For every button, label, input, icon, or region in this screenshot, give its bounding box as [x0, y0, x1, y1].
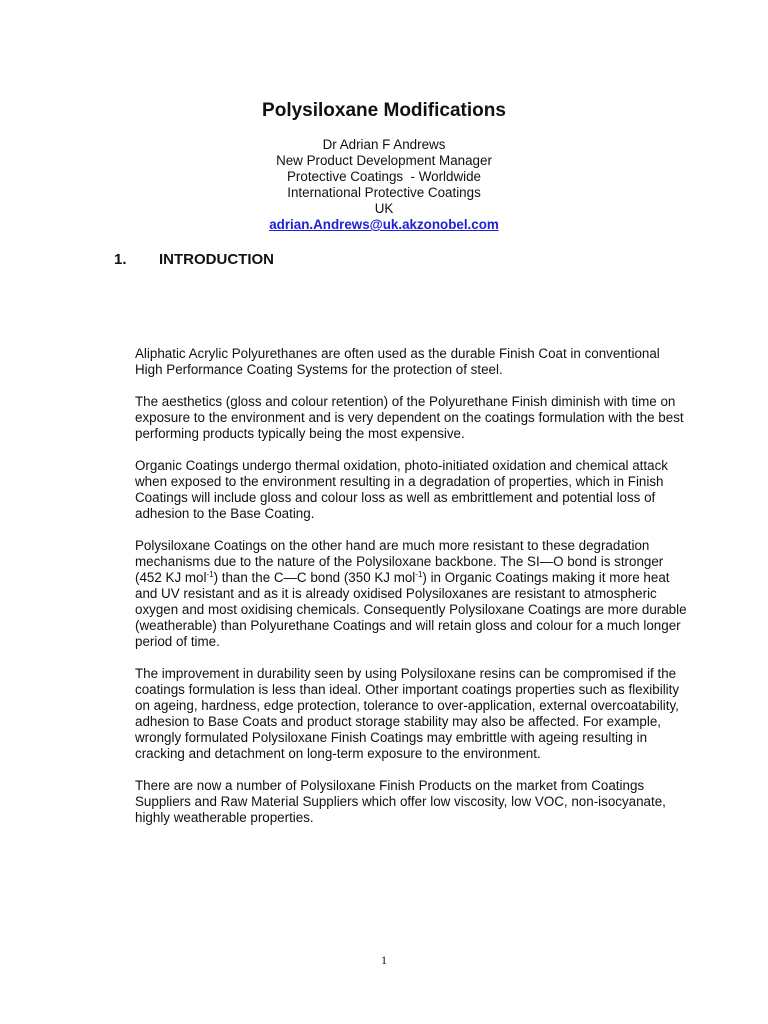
author-block [0, 137, 768, 233]
section-number: 1. [114, 251, 127, 268]
section-heading [114, 250, 274, 270]
author-division: Protective Coatings - Worldwide [287, 169, 481, 184]
author-name: Dr Adrian F Andrews [322, 137, 446, 152]
author-country: UK [374, 201, 394, 216]
body-text [135, 346, 690, 842]
paragraph-4-part-d: ) in Organic Coatings making it more heat and UV resistant and as it is already oxidised Polysiloxanes are resistant to atmospheric oxygen and most oxidising chemicals. Consequently Polysiloxane Coatings are more durable (weatherable) than Polyurethane Coatings and will retain gloss and colour for a much longer period of time. [135, 570, 687, 649]
section-title: INTRODUCTION [159, 251, 274, 268]
paragraph-3: Organic Coatings undergo thermal oxidation, photo-initiated oxidation and chemical attack when exposed to the environment resulting in a degradation of properties, which in Finish Coatings will include gloss and colour loss as well as embrittlement and potential loss of adhesion to the Base Coating. [135, 458, 668, 521]
paragraph-6: There are now a number of Polysiloxane Finish Products on the market from Coatings Suppliers and Raw Material Suppliers which offer low viscosity, low VOC, non-isocyanate, highly weatherable properties. [135, 778, 666, 825]
paragraph-4 [135, 538, 690, 650]
author-company: International Protective Coatings [287, 185, 481, 200]
paragraph-1: Aliphatic Acrylic Polyurethanes are often used as the durable Finish Coat in conventional High Performance Coating Systems for the protection of steel. [135, 346, 660, 377]
paragraph-4-part-b: (452 KJ mol [135, 570, 207, 585]
paragraph-4-part-a: Polysiloxane Coatings on the other hand are much more resistant to these degradation mechanisms due to the nature of the Polysiloxane backbone. The SI—O bond is stronger [135, 538, 664, 569]
superscript-2: -1 [415, 570, 423, 579]
page-number: 1 [381, 953, 387, 967]
paragraph-4-part-c: ) than the C—C bond (350 KJ mol [213, 570, 416, 585]
paragraph-2: The aesthetics (gloss and colour retention) of the Polyurethane Finish diminish with time on exposure to the environment and is very dependent on the coatings formulation with the best performing products typically being the most expensive. [135, 394, 684, 441]
paragraph-5: The improvement in durability seen by using Polysiloxane resins can be compromised if the coatings formulation is less than ideal. Other important coatings properties such as flexibility on ageing, hardness, edge protection, tolerance to over-application, external overcoatability, adhesion to Base Coats and product storage stability may also be affected. For example, wrongly formulated Polysiloxane Finish Coatings may embrittle with ageing resulting in cracking and detachment on long-term exposure to the environment. [135, 666, 680, 761]
superscript-1: -1 [206, 570, 214, 579]
author-email-link[interactable]: adrian.Andrews@uk.akzonobel.com [269, 217, 499, 232]
document-title: Polysiloxane Modifications [262, 100, 506, 121]
author-role: New Product Development Manager [276, 153, 492, 168]
